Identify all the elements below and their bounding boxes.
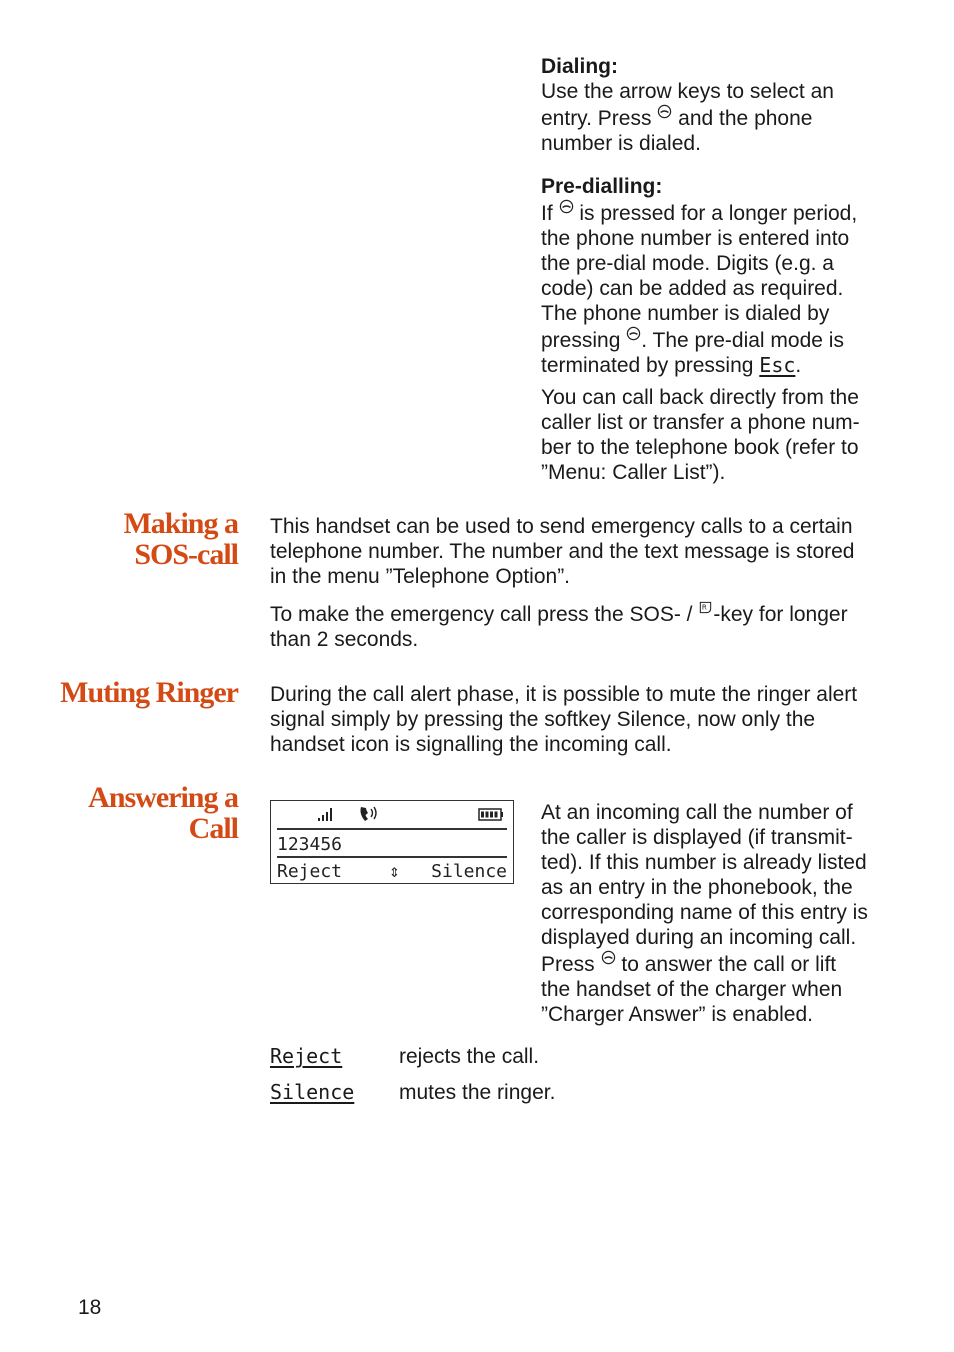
answering-line: corresponding name of this entry is <box>541 901 868 924</box>
caller-number: 123456 <box>277 834 343 855</box>
sos-line: in the menu ”Telephone Option”. <box>270 565 571 588</box>
predialling-line <box>541 199 941 226</box>
phone-off-hook-icon <box>601 950 616 965</box>
phone-off-hook-icon <box>559 199 574 214</box>
predialling-line: code) can be added as required. <box>541 277 844 300</box>
text: . <box>795 354 802 377</box>
text: Press <box>541 953 595 976</box>
reject-key: Reject <box>270 1044 343 1068</box>
answering-section <box>541 800 941 1027</box>
muting-line: signal simply by pressing the softkey Silence, now only the <box>270 708 816 731</box>
dialing-title: Dialing: <box>541 55 618 78</box>
callback-section <box>541 385 941 485</box>
sos-line: telephone number. The number and the text message is stored <box>270 540 855 563</box>
handset-display <box>270 800 514 884</box>
text: terminated by pressing <box>541 354 754 377</box>
phone-off-hook-icon <box>657 104 672 119</box>
signal-strength-icon <box>317 806 335 822</box>
silence-softkey-label: Silence <box>431 861 507 882</box>
predialling-line: the pre-dial mode. Digits (e.g. a <box>541 252 834 275</box>
text: -key for longer <box>713 603 848 626</box>
text: If <box>541 202 553 225</box>
answering-line: At an incoming call the number of <box>541 801 853 824</box>
sos-section <box>270 514 910 652</box>
dialing-section <box>541 54 941 156</box>
sos-heading <box>123 508 238 570</box>
dialing-line <box>541 104 941 131</box>
reject-description: rejects the call. <box>399 1045 540 1068</box>
esc-softkey: Esc <box>759 353 796 377</box>
phone-off-hook-icon <box>626 326 641 341</box>
softkey-row-silence <box>270 1080 870 1116</box>
page-number: 18 <box>78 1296 102 1319</box>
display-divider <box>277 828 507 830</box>
muting-heading <box>60 677 238 708</box>
svg-text:R: R <box>702 602 708 612</box>
heading-line: Answering a <box>88 781 238 814</box>
predialling-line <box>541 326 941 353</box>
answering-line: the caller is displayed (if transmit- <box>541 826 853 849</box>
heading-line: Call <box>188 812 238 845</box>
answering-line: the handset of the charger when <box>541 978 843 1001</box>
softkey-descriptions <box>270 1044 870 1116</box>
callback-line: caller list or transfer a phone num- <box>541 411 860 434</box>
answering-line: displayed during an incoming call. <box>541 926 857 949</box>
answering-line <box>541 950 941 977</box>
reject-softkey-label: Reject <box>277 861 343 882</box>
battery-icon <box>478 808 504 821</box>
text: and the phone <box>678 107 813 130</box>
answering-line: ted). If this number is already listed <box>541 851 867 874</box>
dialing-line: Use the arrow keys to select an <box>541 80 834 103</box>
heading-line: SOS-call <box>134 538 238 571</box>
heading-line: Muting Ringer <box>60 676 238 709</box>
sos-line: This handset can be used to send emergency calls to a certain <box>270 515 853 538</box>
softkey-row <box>277 859 507 884</box>
heading-line: Making a <box>123 507 238 540</box>
text: . The pre-dial mode is <box>641 329 844 352</box>
answering-line: ”Charger Answer” is enabled. <box>541 1003 813 1026</box>
r-key-icon <box>698 600 713 615</box>
silence-key: Silence <box>270 1080 355 1104</box>
predialling-title: Pre-dialling: <box>541 175 663 198</box>
sos-line <box>270 600 910 627</box>
display-divider <box>277 856 507 858</box>
callback-line: You can call back directly from the <box>541 386 859 409</box>
text: is pressed for a longer period, <box>579 202 858 225</box>
callback-line: ber to the telephone book (refer to <box>541 436 859 459</box>
text: to answer the call or lift <box>621 953 837 976</box>
muting-line: During the call alert phase, it is possible to mute the ringer alert <box>270 683 858 706</box>
predialling-line: the phone number is entered into <box>541 227 850 250</box>
callback-line: ”Menu: Caller List”). <box>541 461 726 484</box>
ringing-handset-icon <box>357 804 381 824</box>
predialling-line: The phone number is dialed by <box>541 302 830 325</box>
silence-description: mutes the ringer. <box>399 1081 556 1104</box>
answering-line: as an entry in the phonebook, the <box>541 876 853 899</box>
predialling-line <box>541 353 941 378</box>
muting-line: handset icon is signalling the incoming call. <box>270 733 672 756</box>
sos-line: than 2 seconds. <box>270 628 419 651</box>
navigation-arrows-icon: ⇕ <box>389 861 400 882</box>
answering-heading <box>88 782 238 844</box>
dialing-line: number is dialed. <box>541 132 701 155</box>
text: entry. Press <box>541 107 652 130</box>
muting-section <box>270 682 910 757</box>
softkey-row-reject <box>270 1044 870 1080</box>
text: To make the emergency call press the SOS- / <box>270 603 693 626</box>
text: pressing <box>541 329 621 352</box>
predialling-section <box>541 174 941 378</box>
